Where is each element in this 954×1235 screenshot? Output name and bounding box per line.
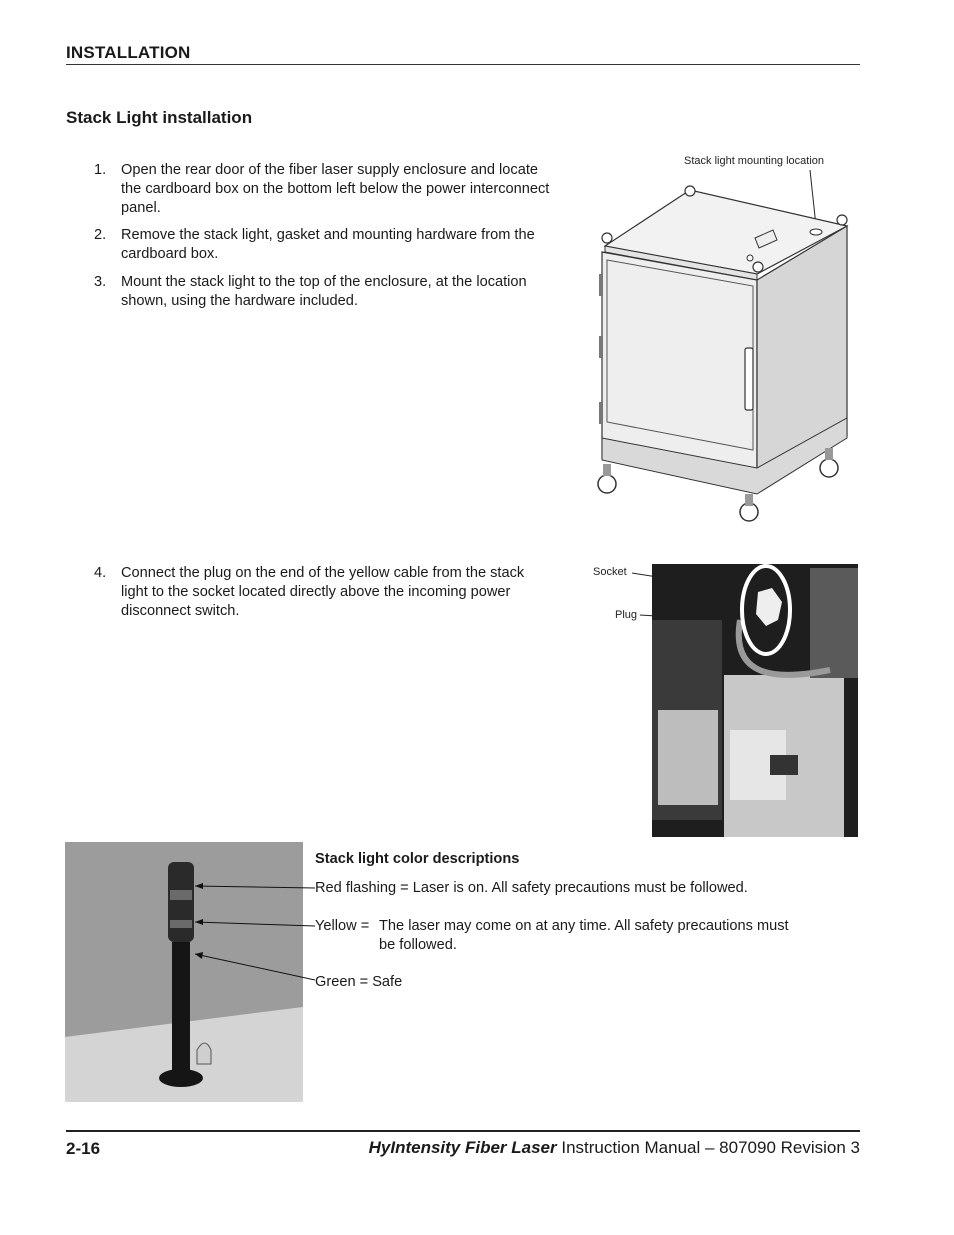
step-text: Remove the stack light, gasket and mounting hardware from the cardboard box. — [121, 227, 535, 262]
yellow-description-line-1: The laser may come on at any time. All safety precautions must — [379, 918, 789, 934]
socket-plug-photo — [630, 560, 860, 840]
socket-label: Socket — [593, 566, 627, 578]
section-title: Stack Light installation — [66, 108, 253, 127]
footer-rule — [66, 1130, 860, 1132]
step-number: 4. — [94, 565, 107, 581]
step-1 — [94, 161, 554, 221]
mounting-location-callout: Stack light mounting location — [684, 155, 825, 167]
step-text: Connect the plug on the end of the yellow cable from the stack light to the socket located directly above the incoming power disconnect switch. — [121, 565, 525, 619]
green-description: Green = Safe — [315, 974, 403, 990]
plug-label: Plug — [615, 609, 638, 621]
stack-light-photo — [65, 842, 315, 1104]
enclosure-illustration — [585, 168, 865, 528]
red-description: Red flashing = Laser is on. All safety precautions must be followed. — [315, 880, 748, 896]
step-4 — [94, 564, 554, 624]
yellow-key: Yellow = — [315, 918, 370, 934]
step-text: Mount the stack light to the top of the enclosure, at the location shown, using the hardware included. — [121, 274, 527, 309]
page-number: 2-16 — [66, 1139, 101, 1158]
step-number: 1. — [94, 162, 107, 178]
step-3 — [94, 273, 554, 313]
footer-document-title — [369, 1138, 860, 1158]
header-section-title: INSTALLATION — [66, 43, 191, 62]
header-rule — [66, 64, 860, 65]
step-number: 2. — [94, 227, 107, 243]
color-descriptions-heading: Stack light color descriptions — [315, 851, 520, 867]
step-text: Open the rear door of the fiber laser supply enclosure and locate the cardboard box on the bottom left below the power interconnect panel. — [121, 162, 550, 216]
footer-brand: HyIntensity Fiber Laser — [368, 1138, 557, 1157]
step-2 — [94, 226, 554, 266]
step-number: 3. — [94, 274, 107, 290]
footer-doc-info: Instruction Manual – 807090 Revision 3 — [556, 1138, 860, 1157]
yellow-description-line-2: be followed. — [379, 937, 457, 953]
